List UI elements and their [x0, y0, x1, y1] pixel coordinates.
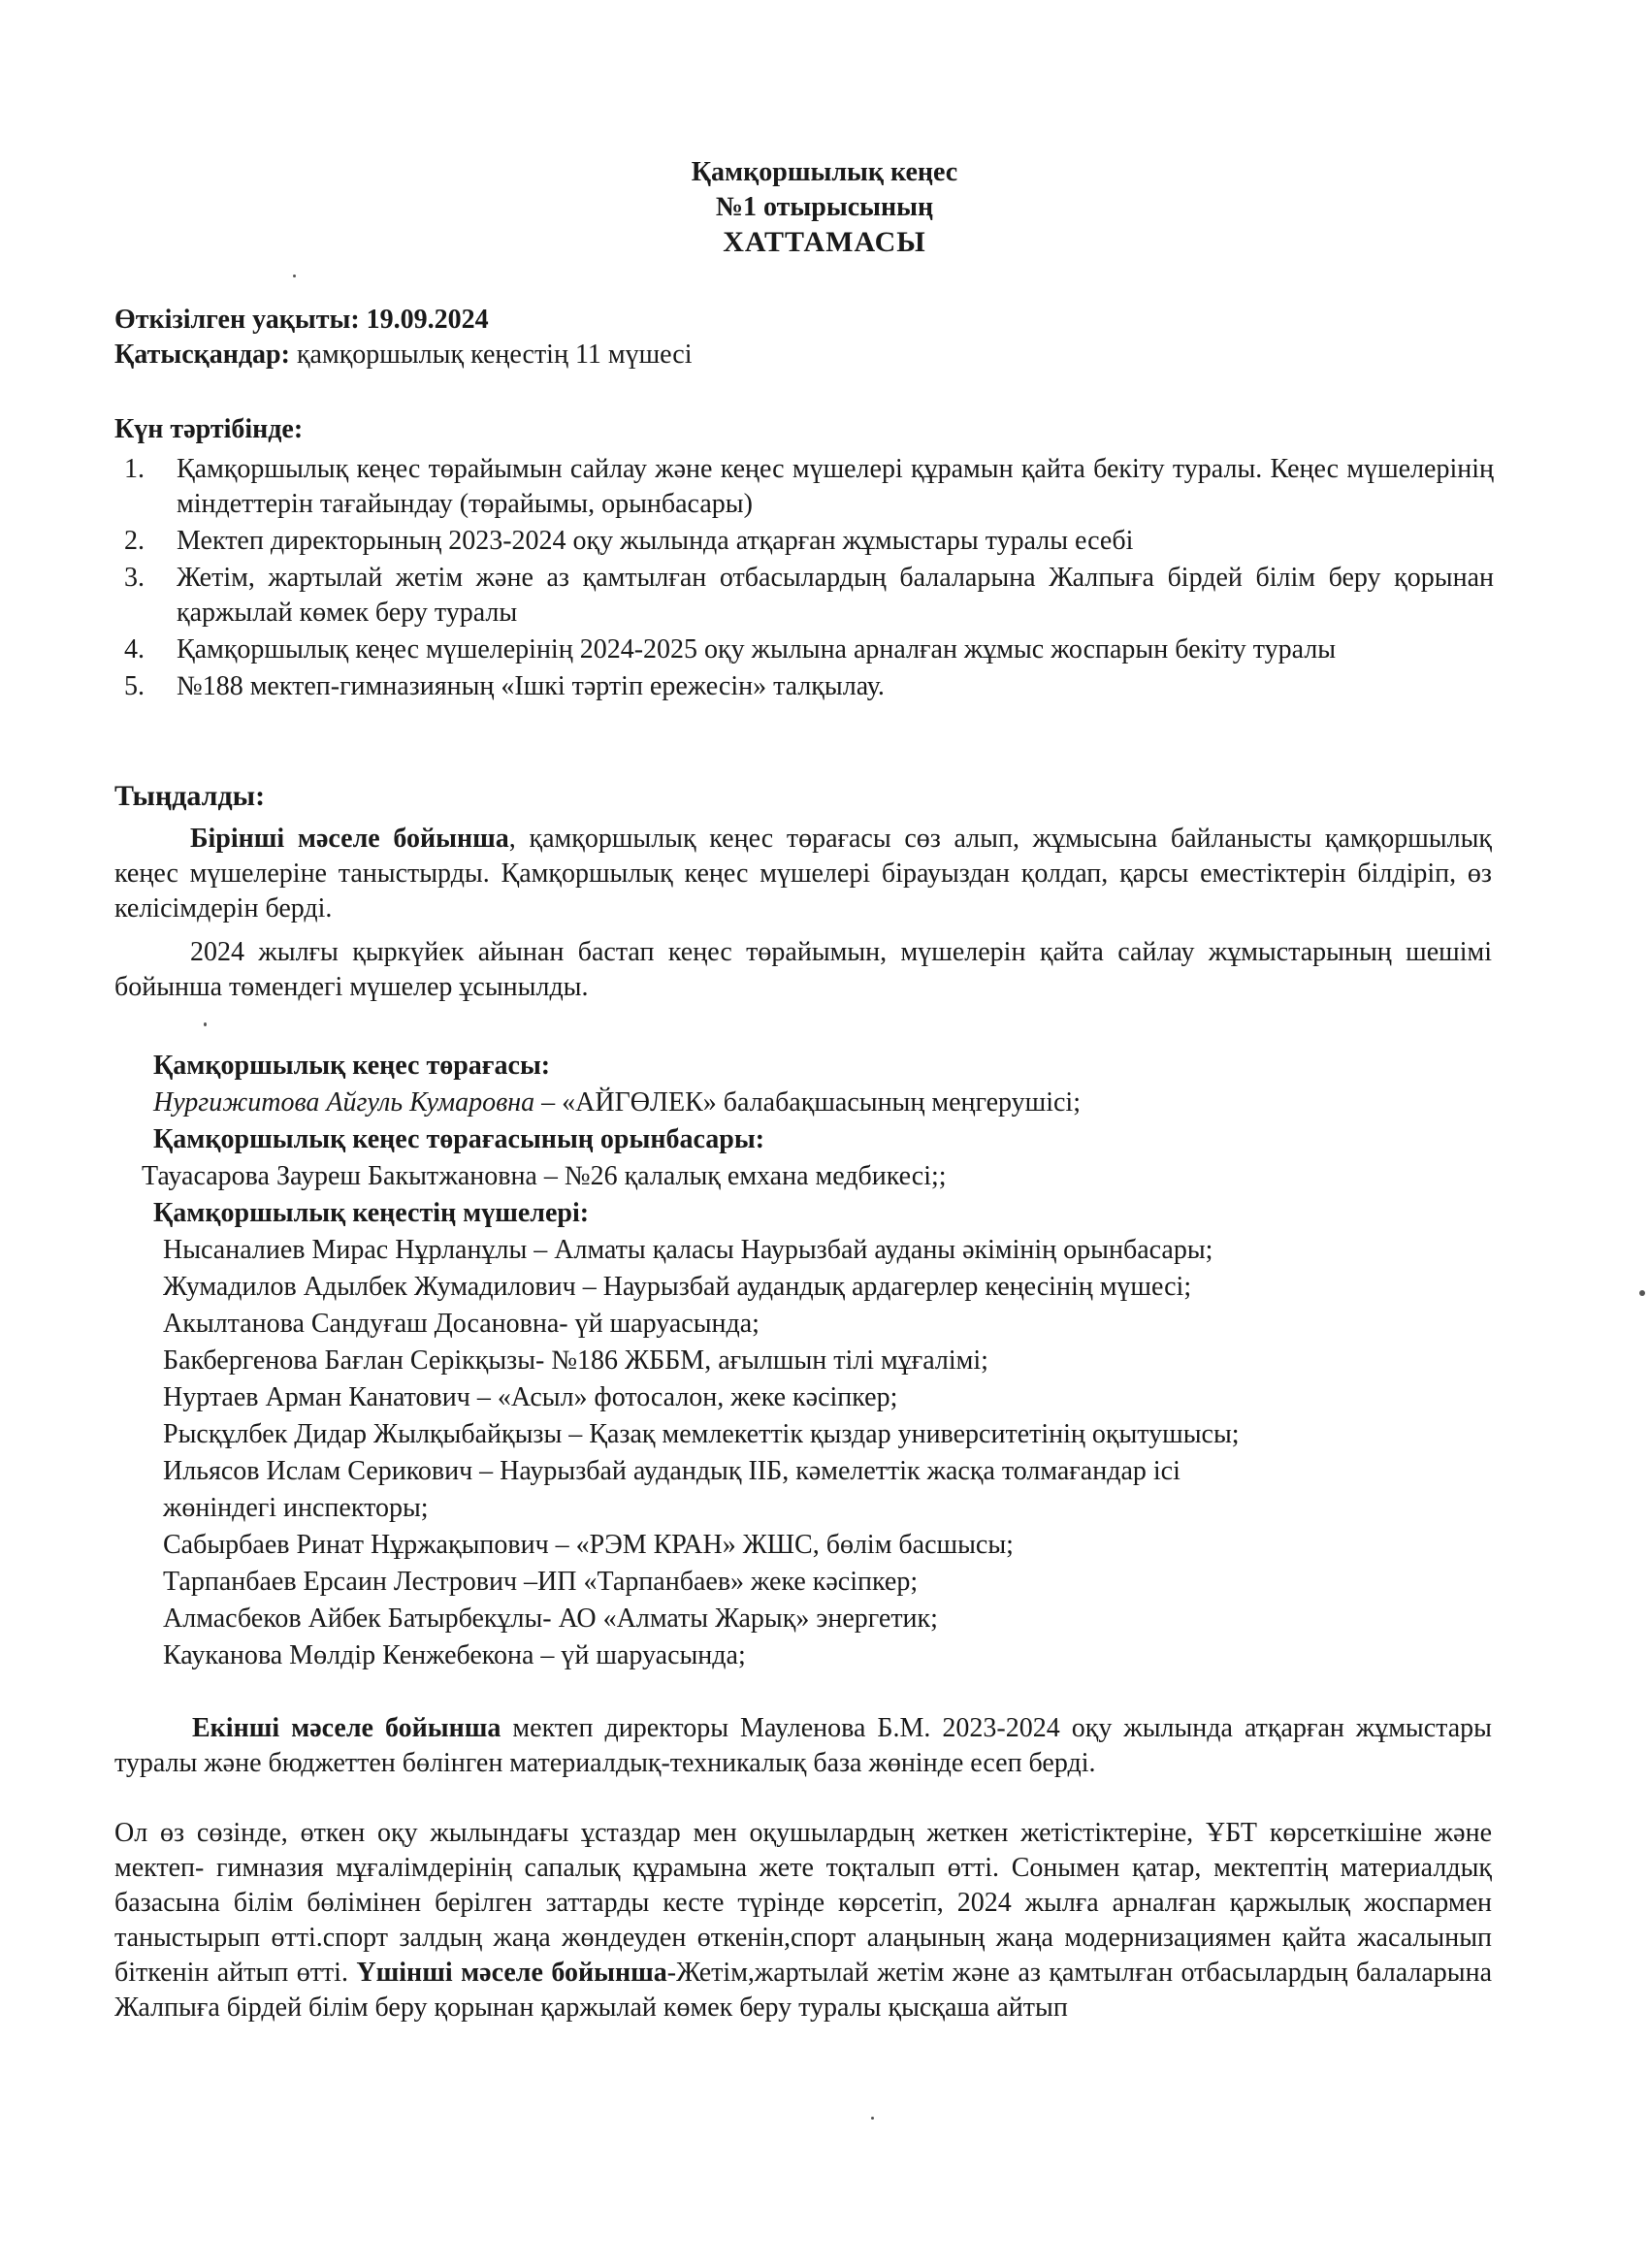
agenda-item-number: 5. [124, 671, 145, 701]
member-entry: Тарпанбаев Ерсаин Лестрович –ИП «Тарпанбаев» жеке кәсіпкер; [163, 1567, 919, 1597]
agenda-item-text: №188 мектеп-гимназияның «Ішкі тәртіп ережесін» талқылау. [177, 671, 885, 701]
title-line-1: Қамқоршылық кеңес [691, 157, 958, 187]
agenda-item-text: Жетім, жартылай жетім және аз қамтылған отбасылардың балаларына Жалпыға бірдей білім беру қорынан қаржылай көмек беру туралы [177, 563, 1494, 628]
meeting-meta [114, 303, 1492, 373]
deputy-entry: Тауасарова Зауреш Бакытжановна – №26 қалалық емхана медбикесі;; [142, 1161, 947, 1191]
section-heading: Тыңдалды: [114, 780, 266, 812]
member-entry: Кауканова Мөлдір Кенжебекона – үй шаруасында; [163, 1640, 746, 1670]
member-entry: Ильясов Ислам Серикович – Наурызбай аудандық ІІБ, кәмелеттік жасқа толмағандар ісі [163, 1456, 1180, 1486]
agenda-item [124, 561, 1494, 631]
member-entry: Бакбергенова Бағлан Серікқызы- №186 ЖББМ, ағылшын тілі мұғалімі; [163, 1345, 988, 1376]
scan-speck [1639, 1290, 1645, 1296]
date-label: Өткізілген уақыты: [114, 305, 360, 335]
agenda-item-number: 2. [124, 526, 145, 556]
second-issue-details-text: Ол өз сөзінде, өткен оқу жылындағы ұстаздар мен оқушылардың жеткен жетістіктеріне, ҰБТ көрсеткішіне және мектеп- гимназия мұғалімдерінің сапалық құрамына жете тоқталып өтті. Сонымен қатар, мектептің материалдық базасына білім бөлімінен берілген заттарды кесте түрінде көрсетіп, 2024 жылға арналған қаржылық жоспармен таныстырып өтті.спорт залдың жаңа жөндеуден өткенін,спорт алаңының жаңа модернизациямен қайта жасалынып біткенін айтып өтті. [114, 1818, 1492, 1988]
member-entry: Рысқұлбек Дидар Жылқыбайқызы – Қазақ мемлекеттік қыздар университетінің оқытушысы; [163, 1419, 1240, 1449]
chair-entry [153, 1085, 1492, 1121]
meeting-date [114, 303, 1492, 338]
second-issue-text: мектеп директоры Мауленова Б.М. 2023-2024 оқу жылында атқарған жұмыстары туралы және бюджеттен бөлінген материалдық-техникалық база жөнінде есеп берді. [114, 1713, 1492, 1778]
agenda-item-text: Қамқоршылық кеңес мүшелерінің 2024-2025 оқу жылына арналған жұмыс жоспарын бекіту туралы [177, 634, 1337, 664]
agenda-item-text: Мектеп директорының 2023-2024 оқу жылында атқарған жұмыстары туралы есебі [177, 526, 1134, 556]
member-entry: Сабырбаев Ринат Нұржақыпович – «РЭМ КРАН» ЖШС, бөлім басшысы; [163, 1530, 1014, 1560]
title-line-3: ХАТТАМАСЫ [723, 226, 926, 258]
agenda-item-number: 1. [124, 454, 145, 484]
agenda-item [124, 632, 1494, 667]
second-issue-details [114, 1816, 1492, 2025]
member-entry: Жумадилов Адылбек Жумадилович – Наурызбай аудандық ардагерлер кеңесінің мүшесі; [163, 1272, 1192, 1302]
member-entry: Алмасбеков Айбек Батырбекұлы- АО «Алматы Жарық» энергетик; [163, 1604, 938, 1634]
agenda-item [124, 452, 1494, 522]
agenda-item [124, 524, 1494, 559]
chair-role: Қамқоршылық кеңес төрағасы: [153, 1051, 551, 1081]
participants-value: қамқоршылық кеңестің 11 мүшесі [296, 340, 693, 370]
members-role: Қамқоршылық кеңестің мүшелері: [153, 1198, 590, 1228]
title-line-2: №1 отырысының [715, 192, 934, 222]
agenda-list [124, 452, 1494, 706]
second-issue-paragraph [114, 1711, 1492, 1781]
scan-speck [871, 2117, 874, 2120]
deputy-role: Қамқоршылық кеңес төрағасының орынбасары: [153, 1124, 765, 1154]
first-issue-paragraph [114, 822, 1492, 926]
council-composition [142, 1048, 1492, 1674]
scan-speck [293, 275, 296, 277]
chair-name: Нургижитова Айгуль Кумаровна [153, 1087, 535, 1118]
meeting-participants [114, 338, 1492, 373]
reelection-paragraph: 2024 жылғы қыркүйек айынан бастап кеңес төрайымын, мүшелерін қайта сайлау жұмыстарының шешімі бойынша төмендегі мүшелер ұсынылды. [114, 937, 1492, 1002]
first-issue-lead: Бірінші мәселе бойынша [190, 824, 509, 854]
member-entry: Акылтанова Сандуғаш Досановна- үй шаруасында; [163, 1309, 760, 1339]
document-title [0, 155, 1649, 260]
second-issue-lead: Екінші мәселе бойынша [192, 1713, 501, 1743]
agenda-item-number: 4. [124, 634, 145, 664]
scan-speck [204, 1022, 207, 1026]
third-issue-lead: Үшінші мәселе бойынша [356, 1958, 667, 1988]
agenda-heading: Күн тәртібінде: [114, 414, 304, 444]
member-entry: Нуртаев Арман Канатович – «Асыл» фотосалон, жеке кәсіпкер; [163, 1382, 898, 1412]
participants-label: Қатысқандар: [114, 340, 290, 370]
agenda-item-text: Қамқоршылық кеңес төрайымын сайлау және кеңес мүшелері құрамын қайта бекіту туралы. Кеңес мүшелерінің міндеттерін тағайындау (төрайымы, орынбасары) [177, 454, 1494, 519]
agenda-item-number: 3. [124, 563, 145, 593]
date-value: 19.09.2024 [366, 305, 489, 335]
chair-description: – «АЙГӨЛЕК» балабақшасының меңгерушісі; [534, 1087, 1081, 1118]
agenda-item [124, 669, 1494, 704]
first-issue-text: , қамқоршылық кеңес төрағасы сөз алып, жұмысына байланысты қамқоршылық кеңес мүшелеріне таныстырды. Қамқоршылық кеңес мүшелері бірауыздан қолдап, қарсы еместіктерін білдіріп, өз келісімдерін берді. [114, 824, 1492, 923]
third-issue-text: -Жетім,жартылай жетім және аз қамтылған отбасылардың балаларына Жалпыға бірдей білім беру қорынан қаржылай көмек беру туралы қысқаша айтып [114, 1958, 1493, 2023]
member-entry-continuation: жөніндегі инспекторы; [163, 1493, 429, 1523]
member-entry: Нысаналиев Мирас Нұрланұлы – Алматы қаласы Наурызбай ауданы әкімінің орынбасары; [163, 1235, 1213, 1265]
